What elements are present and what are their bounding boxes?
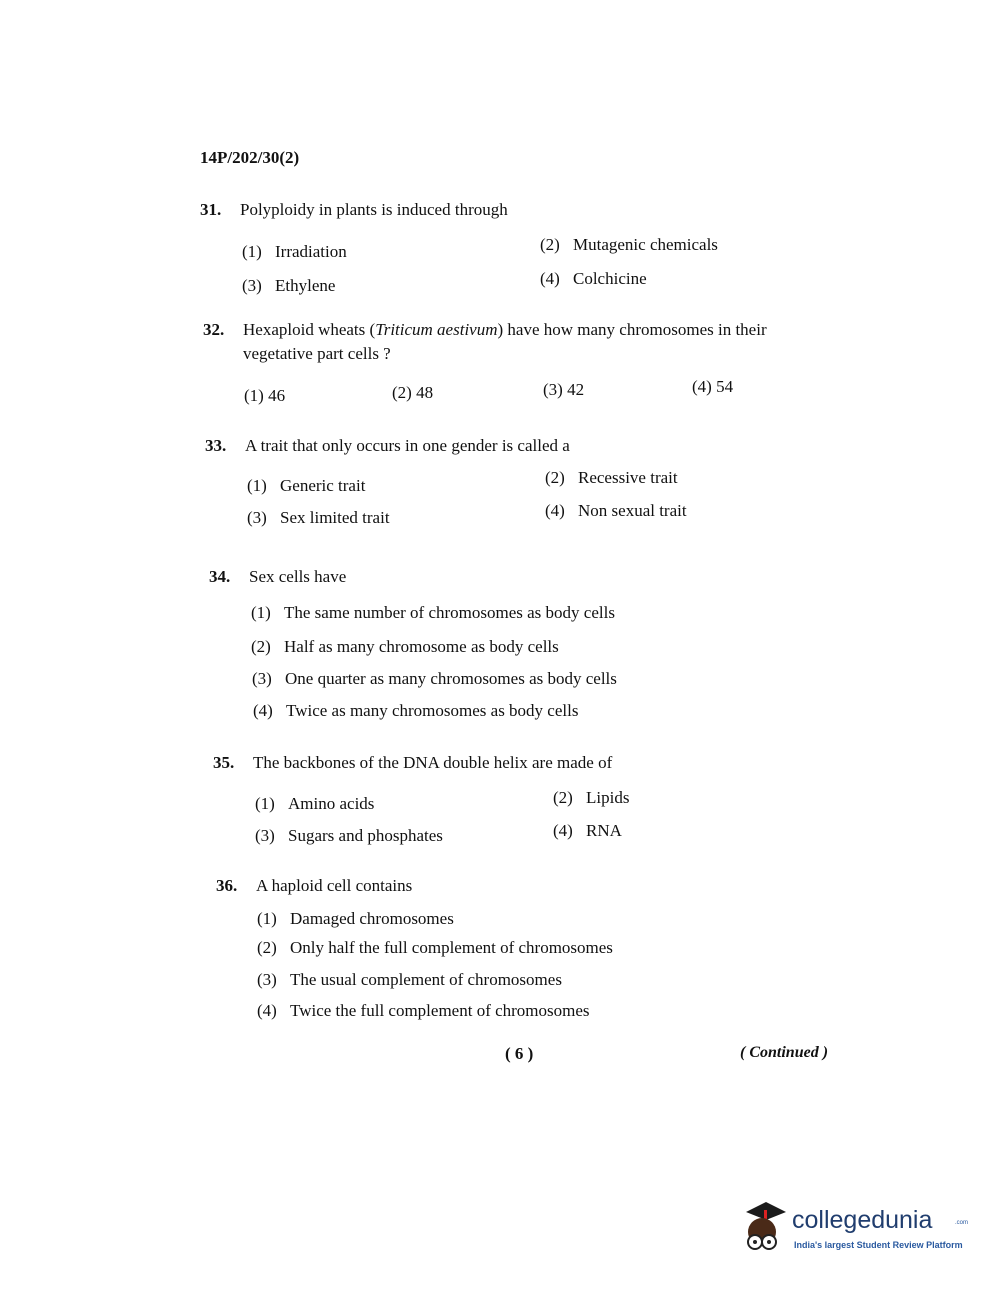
q32-option-3: (3) 42 xyxy=(543,380,585,399)
q35-option-4: (4) RNA xyxy=(553,821,622,840)
q33-option-1: (1) Generic trait xyxy=(247,476,366,495)
question-number: 36. xyxy=(216,876,238,895)
q32-option-4: (4) 54 xyxy=(692,377,734,396)
q36-option-3: (3) The usual complement of chromosomes xyxy=(257,970,562,989)
q34-option-3: (3) One quarter as many chromosomes as body cells xyxy=(252,669,617,688)
q33-option-4: (4) Non sexual trait xyxy=(545,501,687,520)
q34-option-2: (2) Half as many chromosome as body cells xyxy=(251,637,559,656)
q32-option-1: (1) 46 xyxy=(244,386,286,405)
q34-option-4: (4) Twice as many chromosomes as body cells xyxy=(253,701,579,720)
q35-option-1: (1) Amino acids xyxy=(255,794,375,813)
species-name: Triticum aestivum xyxy=(375,320,498,339)
q35-option-2: (2) Lipids xyxy=(553,788,630,807)
question-number: 35. xyxy=(213,753,235,772)
q34-option-1: (1) The same number of chromosomes as body cells xyxy=(251,603,615,622)
brand-tld: .com xyxy=(955,1220,969,1226)
q33-option-2: (2) Recessive trait xyxy=(545,468,678,487)
question-number: 33. xyxy=(205,436,227,455)
mascot-icon xyxy=(736,1198,790,1258)
question-35 xyxy=(213,751,612,775)
q36-option-4: (4) Twice the full complement of chromosomes xyxy=(257,1001,590,1020)
question-33 xyxy=(205,434,570,458)
question-stem: A haploid cell contains xyxy=(256,876,413,895)
question-stem-line2: vegetative part cells ? xyxy=(243,344,391,363)
q31-option-4: (4) Colchicine xyxy=(540,269,647,288)
question-number: 34. xyxy=(209,567,231,586)
page-number: ( 6 ) xyxy=(505,1044,534,1063)
brand-name: collegedunia xyxy=(792,1206,933,1234)
question-stem-start: Hexaploid wheats ( xyxy=(243,320,376,339)
q32-option-2: (2) 48 xyxy=(392,383,434,402)
collegedunia-watermark xyxy=(736,1198,969,1262)
q31-option-2: (2) Mutagenic chemicals xyxy=(540,235,718,254)
paper-code: 14P/202/30(2) xyxy=(200,148,300,167)
question-number: 32. xyxy=(203,320,225,339)
question-stem: A trait that only occurs in one gender is called a xyxy=(245,436,570,455)
q35-option-3: (3) Sugars and phosphates xyxy=(255,826,443,845)
question-31 xyxy=(200,198,508,222)
question-34 xyxy=(209,565,346,589)
continued-note: ( Continued ) xyxy=(740,1044,829,1061)
q36-option-1: (1) Damaged chromosomes xyxy=(257,909,454,928)
question-stem: Sex cells have xyxy=(249,567,347,586)
question-stem: The backbones of the DNA double helix are made of xyxy=(253,753,613,772)
question-stem: Polyploidy in plants is induced through xyxy=(240,200,508,219)
brand-tagline: India's largest Student Review Platform xyxy=(794,1240,963,1250)
q31-option-3: (3) Ethylene xyxy=(242,276,336,295)
question-number: 31. xyxy=(200,200,222,219)
question-stem-end: ) have how many chromosomes in their xyxy=(497,320,767,339)
q31-option-1: (1) Irradiation xyxy=(242,242,347,261)
q33-option-3: (3) Sex limited trait xyxy=(247,508,390,527)
question-32 xyxy=(203,318,823,366)
question-36 xyxy=(216,874,412,898)
q36-option-2: (2) Only half the full complement of chromosomes xyxy=(257,938,613,957)
